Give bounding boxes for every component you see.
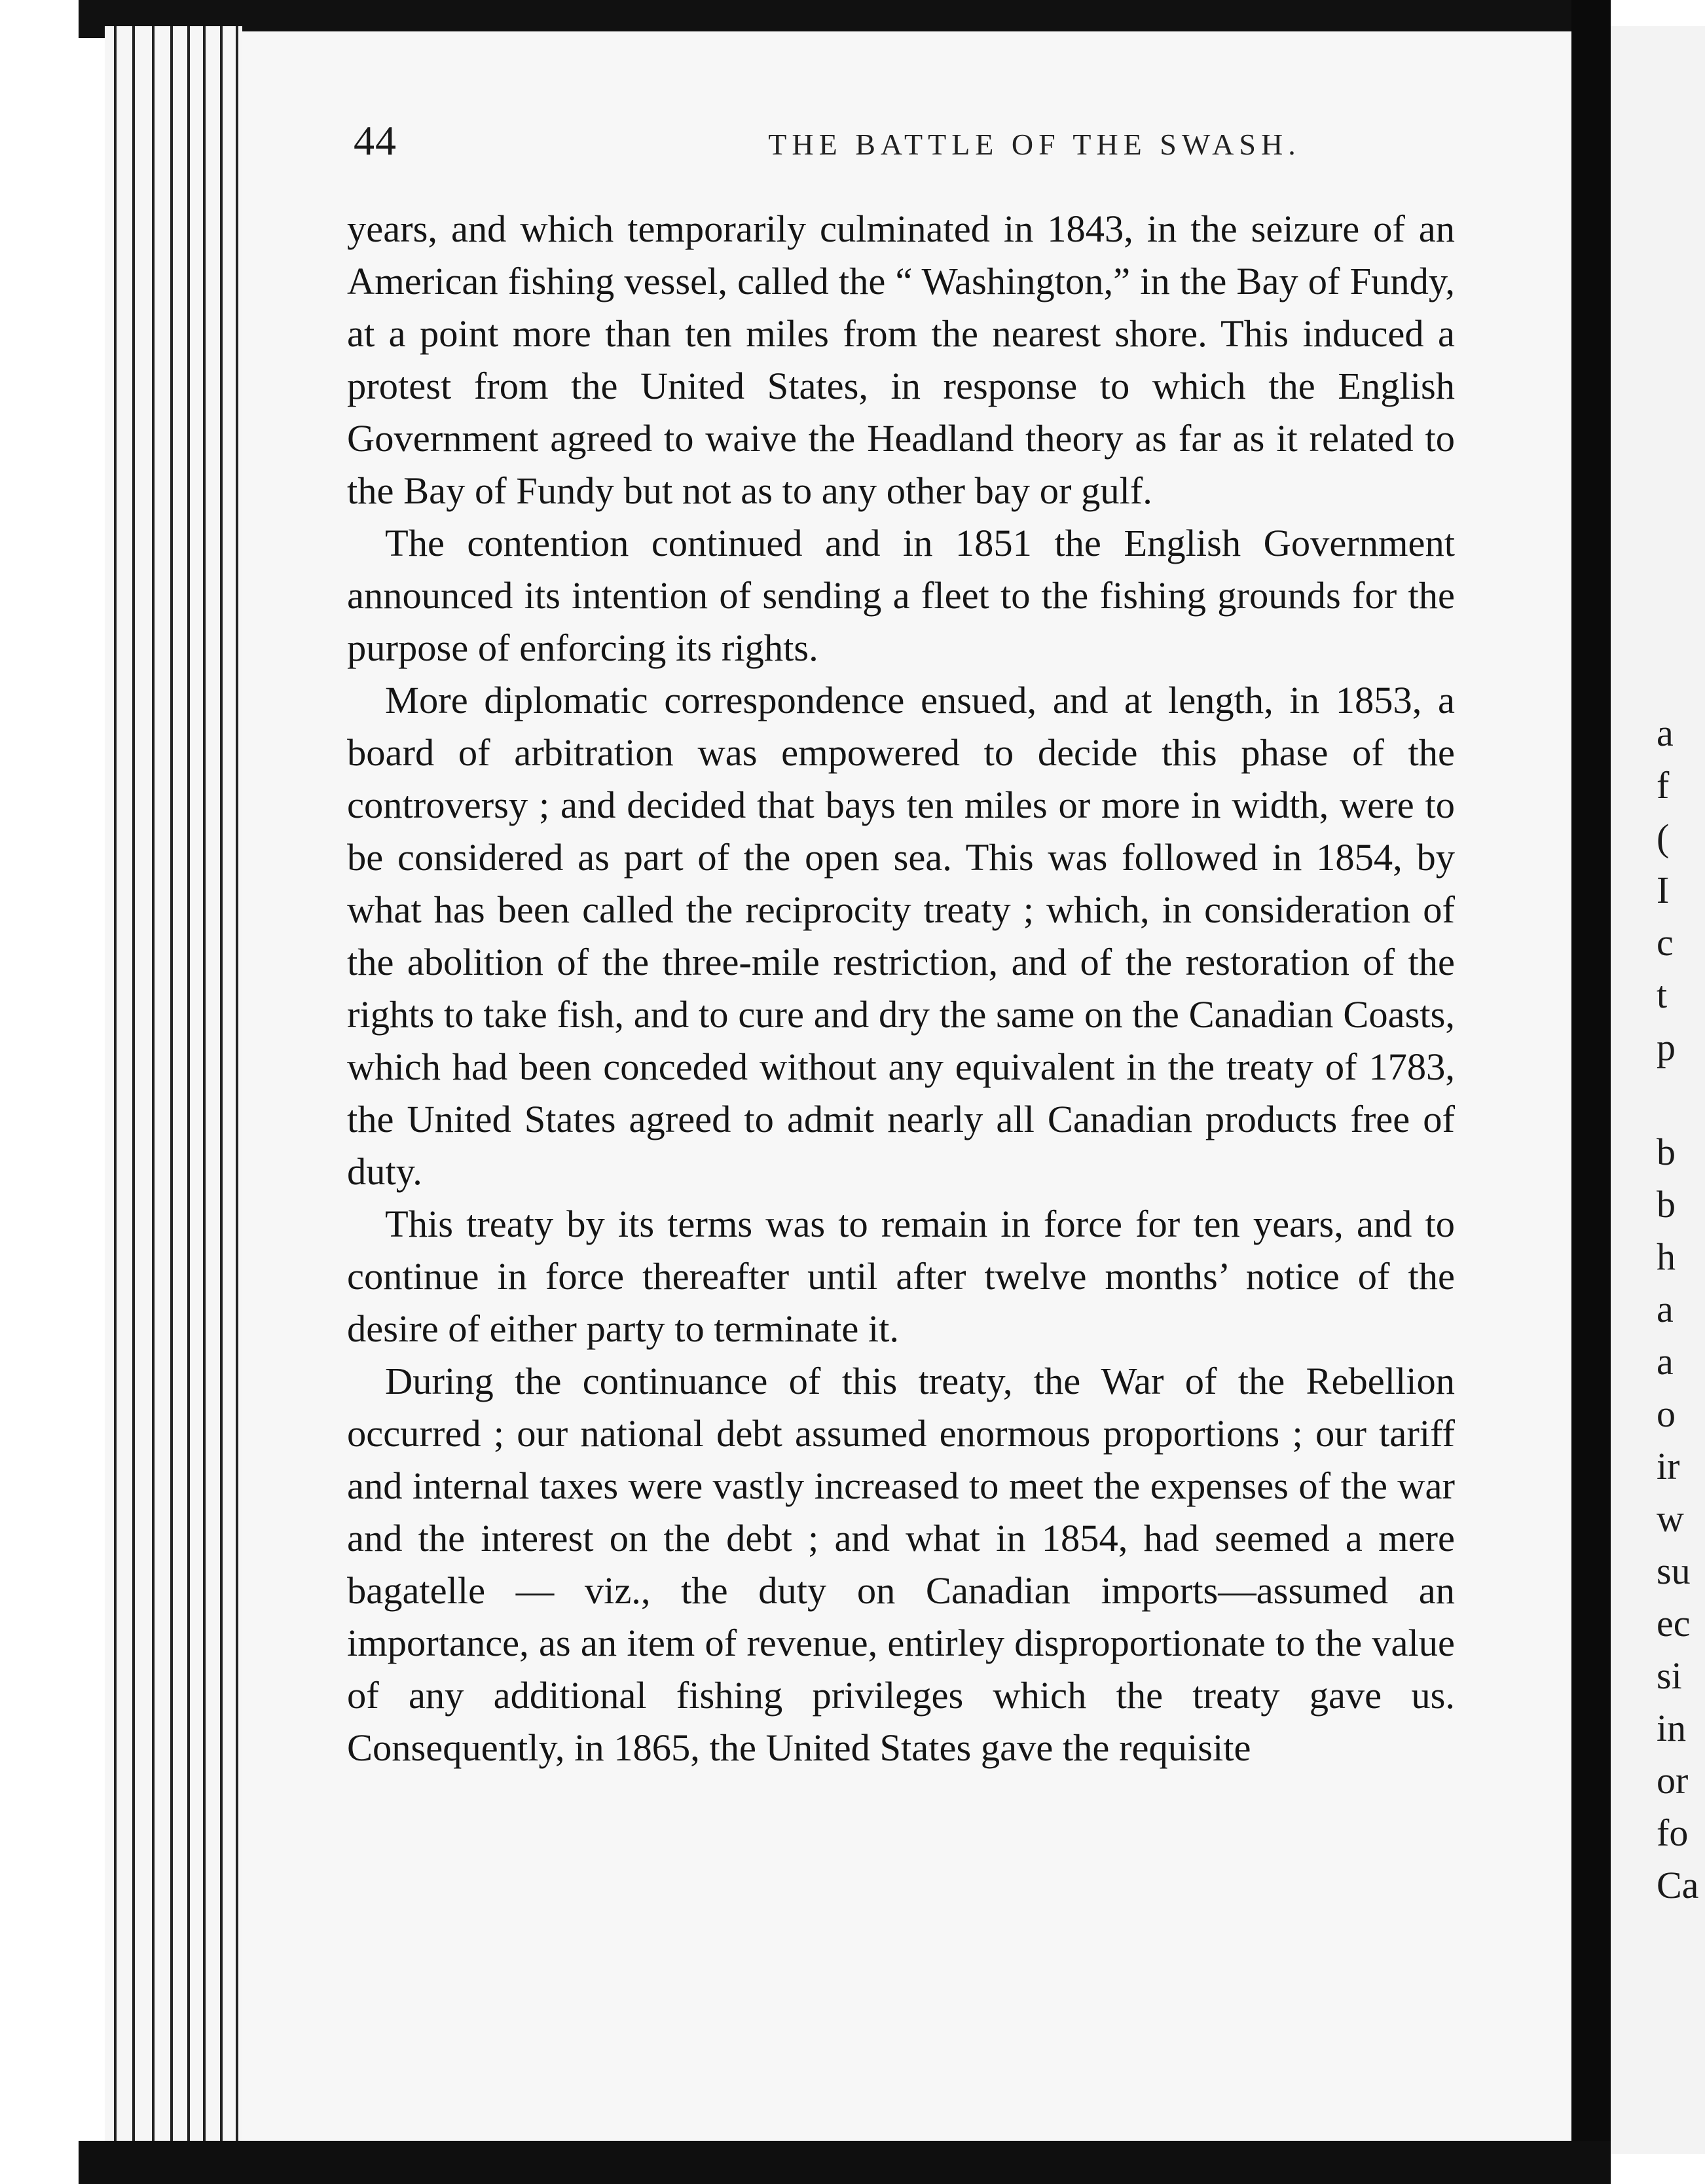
page-edges — [105, 26, 242, 2147]
facing-page-fragment: w — [1657, 1497, 1684, 1540]
paragraph: This treaty by its terms was to remain in force for ten years, and to continue in force thereafter until after twelve months’ notice of the desire of either party to terminate it. — [347, 1203, 1455, 1350]
facing-page-fragment: a — [1657, 1288, 1674, 1330]
facing-page-fragment: t — [1657, 974, 1668, 1016]
facing-page-fragment: p — [1657, 1026, 1676, 1068]
facing-page-fragment: I — [1657, 869, 1670, 911]
facing-page-fragment: Ca — [1657, 1864, 1699, 1906]
paragraph: During the continuance of this treaty, the War of the Rebellion occurred ; our national debt assumed enormous proportions ; our tariff and internal taxes were vastly increased to meet the expenses of the war and the interest on the debt ; and what in 1854, had seemed a mere bagatelle — viz., the duty on Canadian imports—assumed an importance, as an item of revenue, entirley disproportionate to the value of any additional fishing privileges which the treaty gave us. Consequently, in 1865, the United States gave the requisite — [347, 1360, 1455, 1769]
facing-page-fragment: ( — [1657, 816, 1670, 859]
book-gutter — [1571, 0, 1611, 2184]
facing-page-fragment: in — [1657, 1707, 1687, 1749]
facing-page-fragment: b — [1657, 1131, 1676, 1173]
facing-page-fragment: si — [1657, 1654, 1682, 1697]
paragraph: years, and which temporarily culminated in 1843, in the seizure of an American fishing vessel, called the “ Washington,” in the Bay of Fundy, at a point more than ten miles from the nearest shore. This induced a protest from the United States, in response to which the English Government agreed to waive the Headland theory as far as it related to the Bay of Fundy but not as to any other bay or gulf. — [347, 208, 1455, 512]
book-page — [242, 31, 1571, 2141]
page-edge-line — [170, 26, 173, 2147]
facing-page-fragment: c — [1657, 921, 1674, 964]
page-edge-line — [236, 26, 238, 2147]
paragraph: More diplomatic correspondence ensued, and at length, in 1853, a board of arbitration was empowered to decide this phase of the controversy ; and decided that bays ten miles or more in width, were to be considered as part of the open sea. This was followed in 1854, by what has been called the reciprocity treaty ; which, in consideration of the abolition of the three-mile restriction, and of the restoration of the rights to take fish, and to cure and dry the same on the Canadian Coasts, which had been conceded without any equivalent in the treaty of 1783, the United States agreed to admit nearly all Canadian products free of duty. — [347, 679, 1455, 1193]
facing-page-text — [1657, 707, 1705, 1912]
facing-page-fragment: f — [1657, 764, 1670, 807]
page-edge-line — [220, 26, 223, 2147]
facing-page-fragment: h — [1657, 1235, 1676, 1278]
page-edge-line — [152, 26, 155, 2147]
facing-page-fragment: fo — [1657, 1811, 1689, 1854]
facing-page-fragment: o — [1657, 1392, 1676, 1435]
page-number: 44 — [354, 117, 397, 164]
bottom-shadow — [79, 2141, 1611, 2184]
facing-page-fragment: b — [1657, 1183, 1676, 1226]
facing-page-fragment: or — [1657, 1759, 1689, 1802]
facing-page-fragment: ec — [1657, 1602, 1691, 1645]
scan-margin — [0, 0, 105, 2184]
facing-page-fragment — [1657, 1074, 1705, 1126]
facing-page-fragment: su — [1657, 1550, 1691, 1592]
page-edge-line — [114, 26, 117, 2147]
page-edge-line — [203, 26, 206, 2147]
page-edge-line — [132, 26, 135, 2147]
facing-page-fragment: a — [1657, 712, 1674, 754]
paragraph: The contention continued and in 1851 the English Government announced its intention of sending a fleet to the fishing grounds for the purpose of enforcing its rights. — [347, 522, 1455, 669]
facing-page-fragment: a — [1657, 1340, 1674, 1383]
page-edge-line — [187, 26, 190, 2147]
facing-page-fragment: ir — [1657, 1445, 1680, 1487]
running-head: THE BATTLE OF THE SWASH. — [768, 128, 1301, 161]
page-body — [347, 203, 1455, 1774]
